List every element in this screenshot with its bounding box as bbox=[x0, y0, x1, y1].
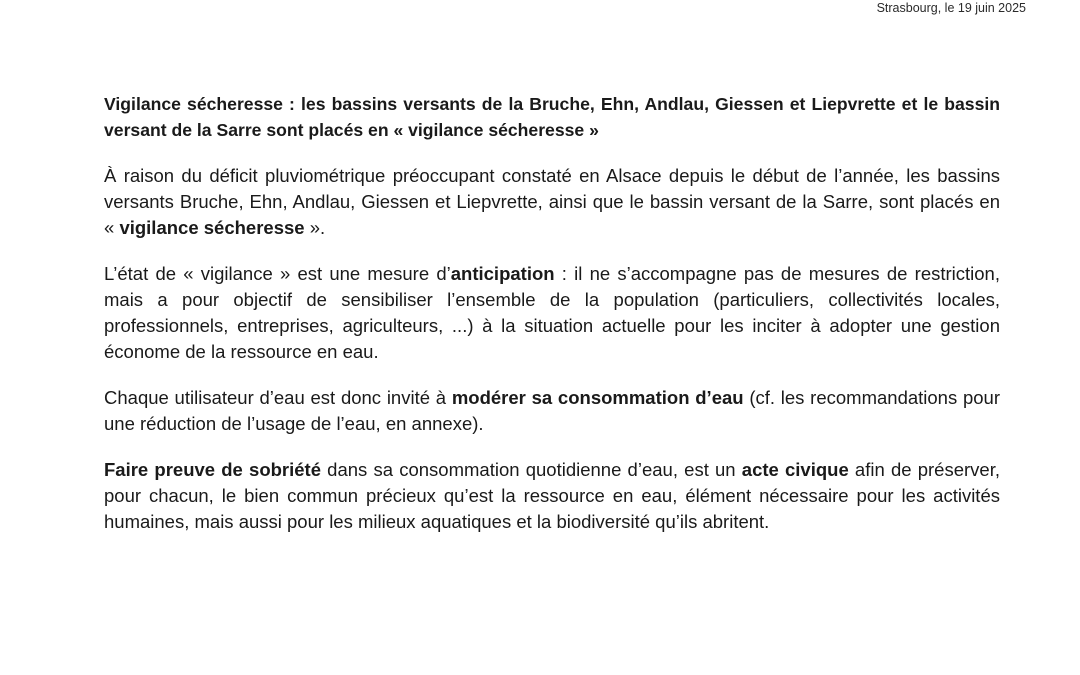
paragraph-text: L’état de « vigilance » est une mesure d’ bbox=[104, 263, 451, 284]
emphasis-text: anticipation bbox=[450, 263, 555, 284]
emphasis-text: modérer sa consommation d’eau bbox=[451, 387, 744, 408]
paragraph-sobriety bbox=[104, 457, 1000, 535]
paragraph-text: À raison du déficit pluviométrique préoccupant constaté en Alsace depuis le début de l’année, les bassins versants Bruche, Ehn, Andlau, Giessen et Liepvrette, ainsi que le bassin versant de la Sarre, sont placés en « bbox=[104, 165, 1000, 238]
emphasis-text: acte civique bbox=[741, 459, 849, 480]
paragraph-text: : il ne s’accompagne pas de mesures de restriction, mais a pour objectif de sensibiliser l’ensemble de la population (particuliers, collectivités locales, professionnels, entreprises, agriculteurs, ...) à la situation actuelle pour les inciter à adopter une gestion économe de la ressource en eau. bbox=[104, 263, 1000, 362]
paragraph-vigilance-definition bbox=[104, 261, 1000, 365]
emphasis-text: vigilance sécheresse bbox=[119, 217, 305, 238]
paragraph-text: ». bbox=[304, 217, 326, 238]
paragraph-text: afin de préserver, pour chacun, le bien commun précieux qu’est la ressource en eau, élément nécessaire pour les activités humaines, mais aussi pour les milieux aquatiques et la biodiversité qu’ils abritent. bbox=[104, 459, 1000, 532]
paragraph-text: dans sa consommation quotidienne d’eau, est un bbox=[321, 459, 742, 480]
paragraph-drought-status bbox=[104, 163, 1000, 241]
dateline: Strasbourg, le 19 juin 2025 bbox=[876, 1, 1026, 15]
emphasis-text: Faire preuve de sobriété bbox=[104, 459, 321, 480]
paragraph-text: (cf. les recommandations pour une réduction de l’usage de l’eau, en annexe). bbox=[104, 387, 1001, 434]
document-body bbox=[104, 91, 1000, 555]
headline: Vigilance sécheresse : les bassins versants de la Bruche, Ehn, Andlau, Giessen et Liepvrette et le bassin versant de la Sarre sont placés en « vigilance sécheresse » bbox=[104, 94, 1000, 140]
paragraph-user-invitation bbox=[104, 385, 1000, 437]
paragraph-text: Chaque utilisateur d’eau est donc invité à bbox=[104, 387, 452, 408]
